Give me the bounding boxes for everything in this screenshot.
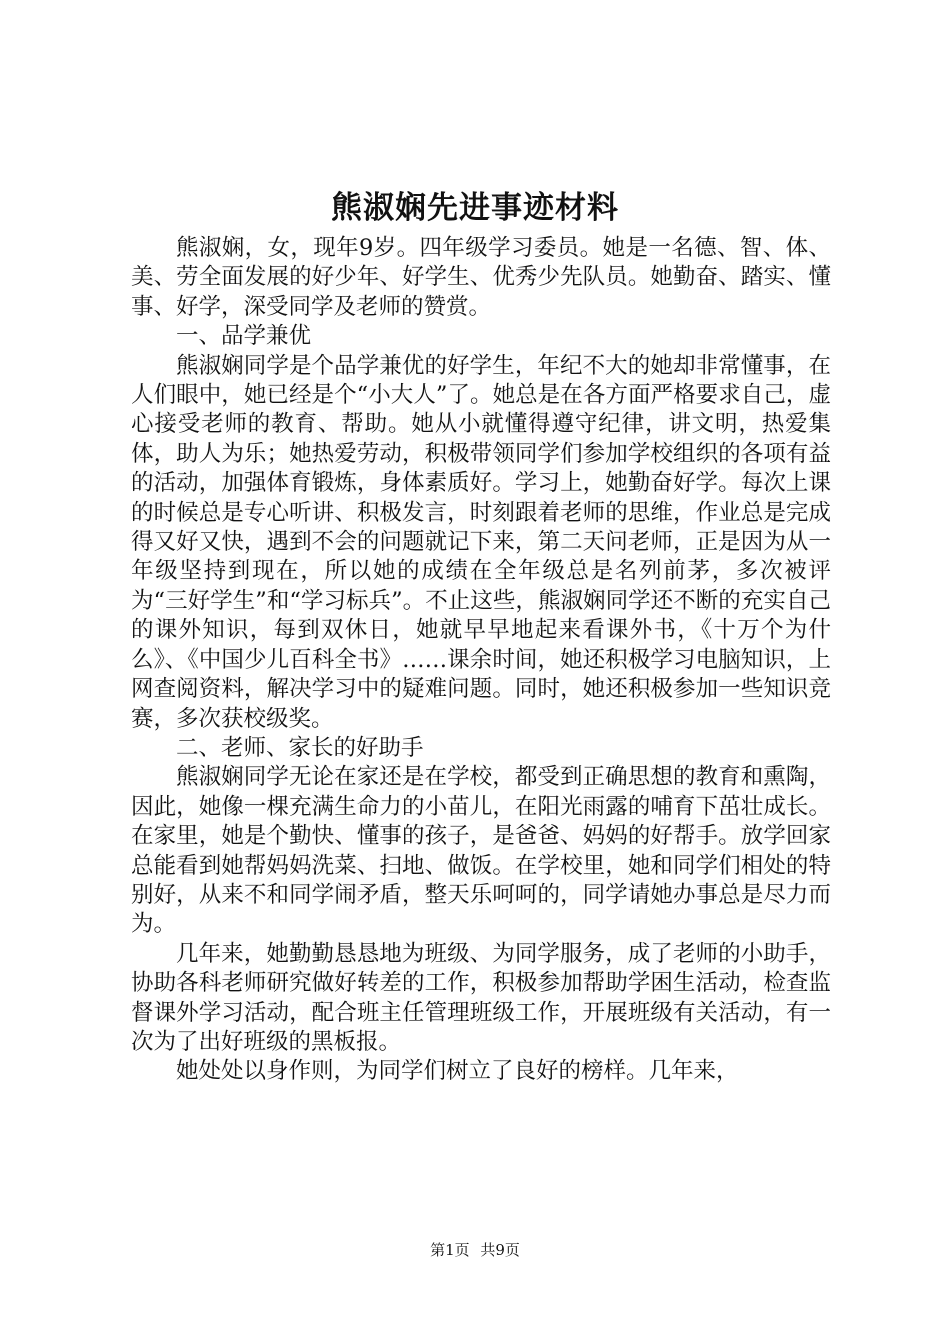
document-body (131, 234, 831, 1087)
paragraph-section-2b: 几年来，她勤勤恳恳地为班级、为同学服务，成了老师的小助手，协助各科老师研究做好转差的工作，积极参加帮助学困生活动，检查监督课外学习活动，配合班主任管理班级工作，开展班级有关活动，有一次为了出好班级的黑板报。 (131, 940, 831, 1055)
page-number-current: 第1页 (430, 1241, 470, 1259)
paragraph-section-2c: 她处处以身作则，为同学们树立了良好的榜样。几年来， (176, 1058, 739, 1085)
paragraph-section-1: 熊淑娴同学是个品学兼优的好学生，年纪不大的她却非常懂事，在人们眼中，她已经是个“小大人”了。她总是在各方面严格要求自己，虚心接受老师的教育、帮助。她从小就懂得遵守纪律，讲文明，热爱集体，助人为乐；她热爱劳动，积极带领同学们参加学校组织的各项有益的活动，加强体育锻炼，身体素质好。学习上，她勤奋好学。每次上课的时候总是专心听讲、积极发言，时刻跟着老师的思维，作业总是完成得又好又快，遇到不会的问题就记下来，第二天问老师，正是因为从一年级坚持到现在，所以她的成绩在全年级总是名列前茅，多次被评为“三好学生”和“学习标兵”。不止这些，熊淑娴同学还不断的充实自己的课外知识，每到双休日，她就早早地起来看课外书，《十万个为什么》、《中国少儿百科全书》……课余时间，她还积极学习电脑知识，上网查阅资料，解决学习中的疑难问题。同时，她还积极参加一些知识竞赛，多次获校级奖。 (131, 352, 831, 732)
document-title: 熊淑娴先进事迹材料 (331, 190, 619, 226)
paragraph-intro: 熊淑娴，女，现年9岁。四年级学习委员。她是一名德、智、体、美、劳全面发展的好少年、好学生、优秀少先队员。她勤奋、踏实、懂事、好学，深受同学及老师的赞赏。 (131, 235, 831, 320)
paragraph-section-2a: 熊淑娴同学无论在家还是在学校，都受到正确思想的教育和熏陶，因此，她像一棵充满生命力的小苗儿，在阳光雨露的哺育下茁壮成长。在家里，她是个勤快、懂事的孩子，是爸爸、妈妈的好帮手。放学回家总能看到她帮妈妈洗菜、扫地、做饭。在学校里，她和同学们相处的特别好，从来不和同学闹矛盾，整天乐呵呵的，同学请她办事总是尽力而为。 (131, 764, 831, 938)
page-footer (0, 1240, 950, 1260)
page-number-total: 共9页 (480, 1241, 520, 1259)
section-heading-1: 一、品学兼优 (176, 323, 312, 350)
section-heading-2: 二、老师、家长的好助手 (176, 734, 424, 761)
